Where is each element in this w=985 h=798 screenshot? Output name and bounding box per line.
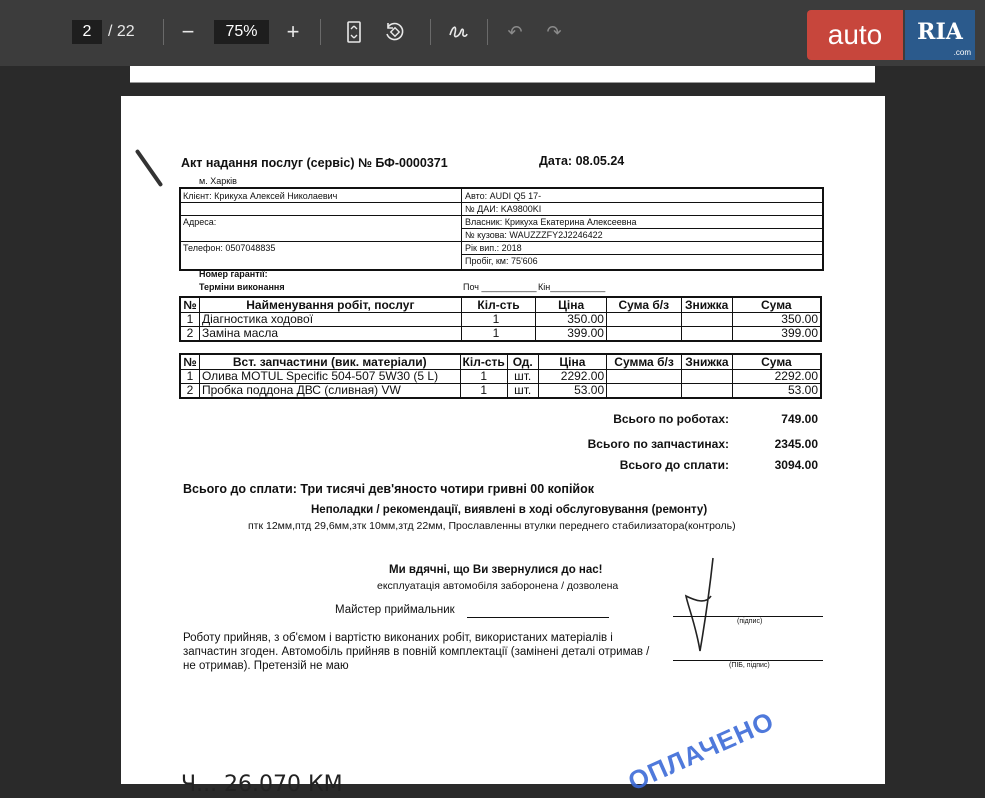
header-cell: Найменування робіт, послуг <box>199 297 461 313</box>
terms-start: Поч ___________ <box>463 282 537 292</box>
car-year: Рік вип.: 2018 <box>465 243 522 253</box>
header-cell: Сума <box>732 297 821 313</box>
cell: шт. <box>507 370 538 384</box>
table-row <box>180 384 821 399</box>
cell <box>607 384 682 399</box>
toolbar-divider <box>320 19 321 45</box>
rotate-icon <box>383 21 405 43</box>
defects-title: Неполадки / рекомендації, виявлені в ході обслуговування (ремонту) <box>311 504 708 516</box>
cell <box>681 384 732 399</box>
cell: 53.00 <box>538 384 607 399</box>
table-row <box>180 313 821 327</box>
client-divider <box>461 189 462 269</box>
client-name: Клієнт: Крикуха Алексей Николаевич <box>183 191 338 201</box>
header-cell: Од. <box>507 354 538 370</box>
doc-city: м. Харків <box>199 176 237 186</box>
doc-title: Акт надання послуг (сервіс) № БФ-0000371 <box>181 156 448 170</box>
fit-page-icon <box>346 21 362 43</box>
header-cell: Вст. запчастини (вик. матеріали) <box>199 354 460 370</box>
cell: 2 <box>180 327 199 342</box>
warranty-label: Номер гарантії: <box>199 269 268 279</box>
draw-button[interactable] <box>444 18 472 46</box>
row-line <box>462 241 822 242</box>
cell: 2 <box>180 384 199 399</box>
document-page <box>121 96 885 797</box>
cell <box>681 370 732 384</box>
cell: 1 <box>180 370 199 384</box>
toolbar-divider <box>163 19 164 45</box>
cell: Пробка поддона ДВС (сливная) VW <box>199 384 460 399</box>
paid-stamp: ОПЛАЧЕНО <box>623 705 779 797</box>
rotate-button[interactable] <box>380 18 408 46</box>
signature-caption: (підпис) <box>737 618 763 625</box>
undo-button[interactable]: ↶ <box>507 22 523 42</box>
cell <box>681 313 732 327</box>
car-owner: Власник: Крикуха Екатерина Алексеевна <box>465 217 637 227</box>
master-sign-line <box>467 617 609 618</box>
header-cell: Знижка <box>681 354 732 370</box>
pen-mark <box>135 149 164 187</box>
total-parts-value: 2345.00 <box>774 437 818 451</box>
row-line <box>462 202 822 203</box>
cell: 1 <box>180 313 199 327</box>
page-total: / 22 <box>108 23 135 40</box>
car-plate: № ДАИ: KA9800KI <box>465 204 542 214</box>
header-cell: № <box>180 354 199 370</box>
cell: шт. <box>507 384 538 399</box>
name-signature-caption: (ПІБ, підпис) <box>729 662 770 669</box>
header-cell: Ціна <box>538 354 607 370</box>
zoom-in-button[interactable]: + <box>286 19 300 44</box>
cell <box>681 327 732 342</box>
row-line <box>181 202 461 203</box>
header-cell: № <box>180 297 199 313</box>
autoria-logo-ria[interactable] <box>905 10 975 60</box>
header-cell: Кіл-сть <box>460 354 507 370</box>
zoom-out-button[interactable]: − <box>181 19 195 44</box>
autoria-logo-auto[interactable]: auto <box>807 10 903 60</box>
cell <box>607 370 682 384</box>
logo-ria-com: .com <box>953 48 971 57</box>
client-address: Адреса: <box>183 217 217 227</box>
cell: 1 <box>461 327 536 342</box>
header-cell: Ціна <box>536 297 607 313</box>
handwritten-signature <box>676 556 726 656</box>
total-pay-value: 3094.00 <box>774 458 818 472</box>
redo-button[interactable]: ↷ <box>546 22 562 42</box>
previous-page-edge <box>130 66 875 83</box>
client-info-table <box>179 187 824 271</box>
logo-ria-text: RIA <box>917 19 963 45</box>
cell: 1 <box>460 370 507 384</box>
acceptance-text-2: запчастин згоден. Автомобіль прийняв в повній комплектації (замінені деталі отримав / <box>183 646 650 658</box>
fit-page-button[interactable] <box>340 18 368 46</box>
cell: 53.00 <box>732 384 821 399</box>
cell: 399.00 <box>536 327 607 342</box>
cell: 2292.00 <box>732 370 821 384</box>
cell <box>606 327 681 342</box>
header-cell: Сума <box>732 354 821 370</box>
header-cell: Кіл-сть <box>461 297 536 313</box>
car-model: Авто: AUDI Q5 17- <box>465 191 542 201</box>
header-cell: Знижка <box>681 297 732 313</box>
parts-table <box>179 353 822 399</box>
operation-status: експлуатація автомобіля заборонена / дозволена <box>377 580 619 592</box>
cell: 399.00 <box>732 327 821 342</box>
table-row <box>180 327 821 342</box>
parts-header-row <box>180 354 821 370</box>
car-mileage: Пробіг, км: 75'606 <box>465 256 538 266</box>
acceptance-text-3: не отримав). Претензій не маю <box>183 660 349 672</box>
row-line <box>462 215 822 216</box>
header-cell: Сума б/з <box>606 297 681 313</box>
toolbar-divider <box>430 19 431 45</box>
cell: Заміна масла <box>199 327 461 342</box>
pdf-toolbar <box>0 0 985 66</box>
table-row <box>180 370 821 384</box>
terms-end: Кін___________ <box>538 282 606 292</box>
toolbar-divider <box>487 19 488 45</box>
cell: 2292.00 <box>538 370 607 384</box>
row-line <box>462 228 822 229</box>
master-label: Майстер приймальник <box>335 604 455 616</box>
cell: Діагностика ходової <box>199 313 461 327</box>
total-works-label: Всього по роботах: <box>613 412 729 426</box>
acceptance-text-1: Роботу прийняв, з об'ємом і вартістю виконаних робіт, використаних матеріалів і <box>183 632 613 644</box>
cell: 1 <box>460 384 507 399</box>
cell: 350.00 <box>536 313 607 327</box>
draw-icon <box>447 21 469 43</box>
cell <box>606 313 681 327</box>
doc-date: Дата: 08.05.24 <box>539 154 625 168</box>
defects-text: птк 12мм,птд 29,6мм,зтк 10мм,зтд 22мм, Прославленны втулки переднего стабилизатора(контроль) <box>248 520 736 532</box>
row-line <box>181 215 461 216</box>
total-in-words: Всього до сплати: Три тисячі дев'яносто чотири гривні 00 копійок <box>183 482 594 496</box>
name-signature-line <box>673 660 823 661</box>
page-number-input[interactable]: 2 <box>72 20 102 44</box>
car-vin: № кузова: WAUZZZFY2J2246422 <box>465 230 603 240</box>
total-parts-label: Всього по запчастинах: <box>587 437 729 451</box>
cell: 1 <box>461 313 536 327</box>
works-header-row <box>180 297 821 313</box>
terms-label: Терміни виконання <box>199 282 285 292</box>
cell: Олива MOTUL Specific 504-507 5W30 (5 L) <box>199 370 460 384</box>
handwritten-note: Ч... 26.070 КМ <box>181 772 343 797</box>
client-phone: Телефон: 0507048835 <box>183 243 276 253</box>
row-line <box>181 241 461 242</box>
signature-line <box>673 616 823 617</box>
works-table <box>179 296 822 342</box>
thanks-text: Ми вдячні, що Ви звернулися до нас! <box>389 564 603 576</box>
row-line <box>462 254 822 255</box>
total-pay-label: Всього до сплати: <box>619 458 729 472</box>
header-cell: Сумма б/з <box>607 354 682 370</box>
total-works-value: 749.00 <box>781 412 818 426</box>
cell: 350.00 <box>732 313 821 327</box>
zoom-level-input[interactable]: 75% <box>214 20 269 44</box>
